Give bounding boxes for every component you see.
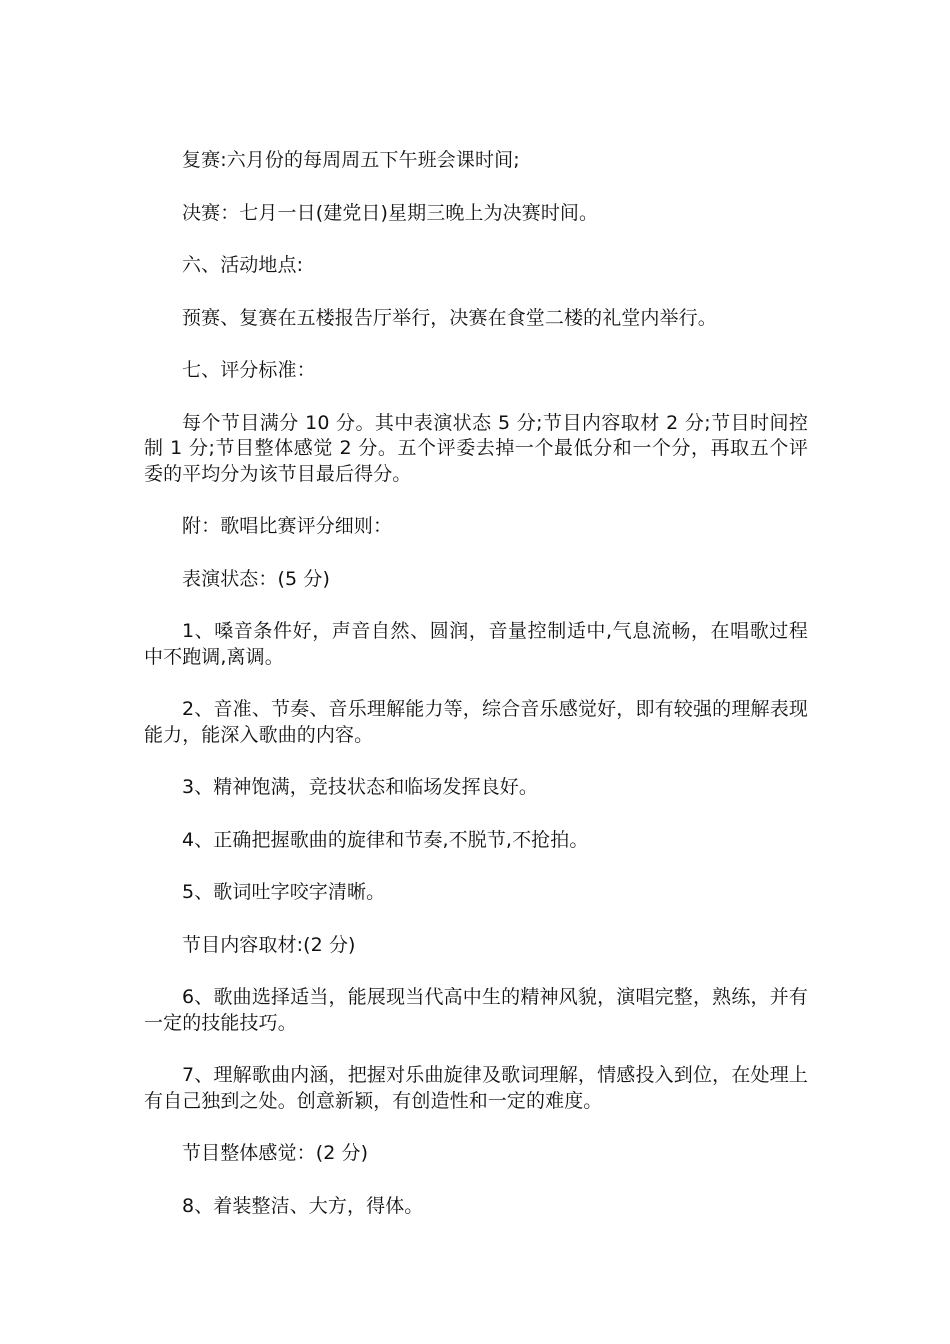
criterion-item-6: 6、歌曲选择适当，能展现当代高中生的精神风貌，演唱完整，熟练，并有一定的技能技巧。 [144,986,808,1034]
subheading-overall-impression: 节目整体感觉：(2 分) [182,1142,369,1164]
criterion-item-3: 3、精神饱满，竞技状态和临场发挥良好。 [182,776,538,798]
document-body [144,148,808,1246]
section-heading-location: 六、活动地点: [182,254,304,276]
criterion-item-5: 5、歌词吐字咬字清晰。 [182,881,386,903]
subheading-content-selection: 节目内容取材:(2 分) [182,933,356,956]
paragraph-final-time: 决赛：七月一日(建党日)星期三晚上为决赛时间。 [182,201,599,224]
subheading-performance: 表演状态：(5 分) [182,567,330,590]
criterion-item-4: 4、正确把握歌曲的旋律和节奏,不脱节,不抢拍。 [182,828,589,851]
criterion-item-7: 7、理解歌曲内涵，把握对乐曲旋律及歌词理解，情感投入到位，在处理上有自己独到之处。创意新颖，有创造性和一定的难度。 [144,1064,808,1112]
paragraph-scoring-rules: 每个节目满分 10 分。其中表演状态 5 分;节目内容取材 2 分;节目时间控制 1 分;节目整体感觉 2 分。五个评委去掉一个最低分和一个分，再取五个评委的平均分为该节目最后得分。 [144,411,808,485]
paragraph-semifinal-time: 复赛:六月份的每周周五下午班会课时间; [182,149,520,171]
section-heading-scoring: 七、评分标准： [182,359,316,381]
paragraph-location: 预赛、复赛在五楼报告厅举行，决赛在食堂二楼的礼堂内举行。 [182,306,717,329]
criterion-item-8: 8、着装整洁、大方，得体。 [182,1194,424,1217]
paragraph-appendix-title: 附：歌唱比赛评分细则： [182,515,393,537]
criterion-item-2: 2、音准、节奏、音乐理解能力等，综合音乐感觉好，即有较强的理解表现能力，能深入歌曲的内容。 [144,698,808,746]
criterion-item-1: 1、嗓音条件好，声音自然、圆润，音量控制适中,气息流畅，在唱歌过程中不跑调,离调。 [144,620,808,668]
